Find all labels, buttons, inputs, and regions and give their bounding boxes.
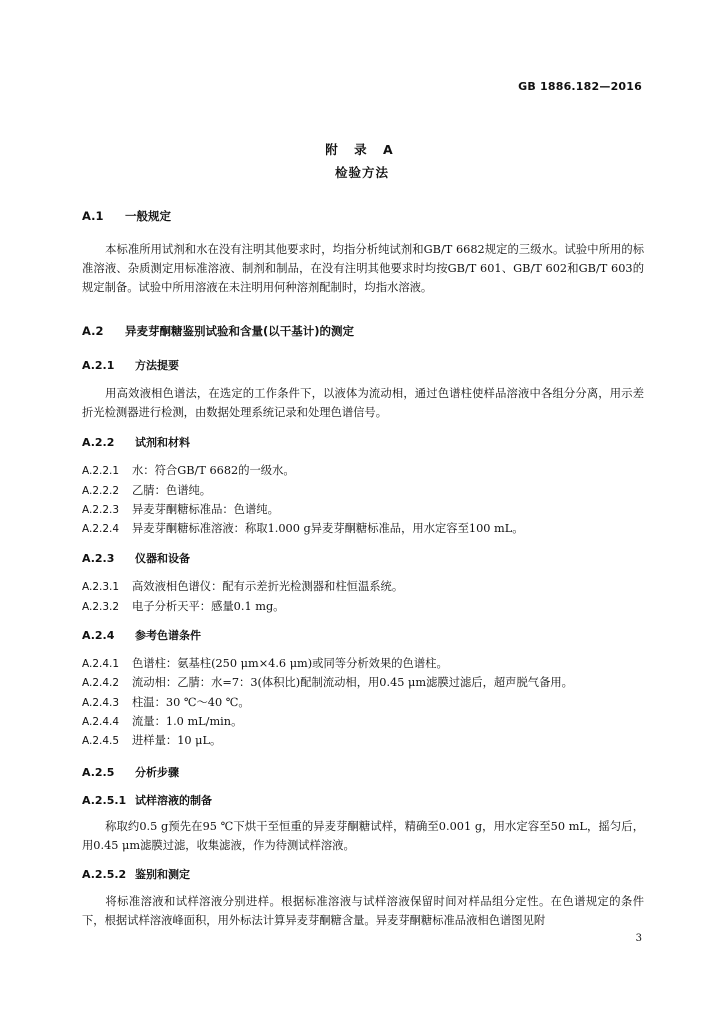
- item-text: 乙腈：色谱纯。: [132, 484, 212, 497]
- list-item-a241: [82, 655, 448, 671]
- section-number: A.2.2: [82, 436, 115, 449]
- item-number: A.2.3.2: [82, 601, 120, 613]
- paragraph-text: 本标准所用试剂和水在没有注明其他要求时，均指分析纯试剂和GB/T 6682规定的三级水。试验中所用的标准溶液、杂质测定用标准溶液、制剂和制品，在没有注明其他要求时均按GB/T 601、GB/T 602和GB/T 603的规定制备。试验中所用溶液在未注明用何种溶剂配制时，均指水溶液。: [82, 243, 644, 294]
- item-number: A.2.2.1: [82, 465, 120, 477]
- item-number: A.2.4.2: [82, 677, 120, 689]
- item-text: 流量：1.0 mL/min。: [132, 715, 243, 728]
- section-number: A.2.1: [82, 359, 115, 372]
- item-number: A.2.3.1: [82, 581, 120, 593]
- item-text: 色谱柱：氨基柱(250 μm×4.6 μm)或同等分析效果的色谱柱。: [132, 657, 448, 670]
- section-title: 分析步骤: [135, 766, 179, 779]
- list-item-a245: [82, 732, 221, 748]
- paragraph-text: 将标准溶液和试样溶液分别进样。根据标准溶液与试样溶液保留时间对样品组分定性。在色谱规定的条件下，根据试样溶液峰面积，用外标法计算异麦芽酮糖含量。异麦芽酮糖标准品液相色谱图见附: [82, 895, 644, 927]
- item-number: A.2.4.1: [82, 658, 120, 670]
- section-heading-a21: [82, 357, 179, 373]
- section-heading-a25: [82, 764, 179, 780]
- section-heading-a252: [82, 866, 190, 882]
- section-number: A.2.4: [82, 629, 115, 642]
- item-number: A.2.2.4: [82, 523, 120, 535]
- item-number: A.2.2.2: [82, 485, 120, 497]
- paragraph-text: 用高效液相色谱法，在选定的工作条件下，以液体为流动相，通过色谱柱使样品溶液中各组分分离，用示差折光检测器进行检测，由数据处理系统记录和处理色谱信号。: [82, 387, 644, 419]
- item-text: 电子分析天平：感量0.1 mg。: [132, 600, 285, 613]
- paragraph-identification: [82, 892, 644, 930]
- section-title: 参考色谱条件: [135, 629, 201, 642]
- section-heading-a251: [82, 792, 212, 808]
- section-number: A.2.5: [82, 766, 115, 779]
- section-number: A.2.5.1: [82, 794, 127, 807]
- section-heading-a1: [82, 208, 171, 224]
- section-heading-a22: [82, 434, 190, 450]
- item-number: A.2.2.3: [82, 504, 120, 516]
- section-heading-a23: [82, 550, 190, 566]
- section-number: A.2: [82, 324, 104, 338]
- list-item-a244: [82, 713, 242, 729]
- section-title: 一般规定: [125, 209, 171, 223]
- list-item-a223: [82, 501, 279, 517]
- appendix-label: 附 录 A: [325, 142, 399, 157]
- page-number: 3: [635, 933, 642, 944]
- section-number: A.2.3: [82, 552, 115, 565]
- section-heading-a2: [82, 323, 354, 339]
- item-text: 异麦芽酮糖标准溶液：称取1.000 g异麦芽酮糖标准品，用水定容至100 mL。: [132, 522, 524, 535]
- paragraph-text: 称取约0.5 g预先在95 ℃下烘干至恒重的异麦芽酮糖试样，精确至0.001 g，用水定容至50 mL，摇匀后，用0.45 μm滤膜过滤，收集滤液，作为待测试样溶液。: [82, 820, 644, 852]
- section-title: 试剂和材料: [135, 436, 190, 449]
- item-text: 柱温：30 ℃～40 ℃。: [132, 696, 250, 709]
- paragraph-sample-prep: [82, 817, 644, 855]
- item-text: 流动相：乙腈：水=7：3(体积比)配制流动相，用0.45 μm滤膜过滤后，超声脱气备用。: [132, 676, 573, 689]
- list-item-a224: [82, 520, 524, 536]
- section-title: 鉴别和测定: [135, 868, 190, 881]
- appendix-title: 检验方法: [334, 165, 389, 180]
- section-title: 仪器和设备: [135, 552, 190, 565]
- item-text: 异麦芽酮糖标准品：色谱纯。: [132, 503, 279, 516]
- section-number: A.1: [82, 209, 104, 223]
- section-title: 异麦芽酮糖鉴别试验和含量(以干基计)的测定: [125, 324, 355, 338]
- section-heading-a24: [82, 627, 201, 643]
- item-number: A.2.4.5: [82, 735, 120, 747]
- item-text: 进样量：10 μL。: [132, 734, 222, 747]
- item-text: 水：符合GB/T 6682的一级水。: [132, 464, 295, 477]
- section-number: A.2.5.2: [82, 868, 127, 881]
- list-item-a243: [82, 694, 250, 710]
- item-number: A.2.4.3: [82, 697, 120, 709]
- list-item-a221: [82, 462, 295, 478]
- item-number: A.2.4.4: [82, 716, 120, 728]
- paragraph-method-summary: [82, 384, 644, 422]
- standard-code-header: GB 1886.182—2016: [518, 80, 642, 93]
- section-title: 方法提要: [135, 359, 179, 372]
- list-item-a222: [82, 482, 211, 498]
- item-text: 高效液相色谱仪：配有示差折光检测器和柱恒温系统。: [132, 580, 404, 593]
- section-title: 试样溶液的制备: [135, 794, 212, 807]
- list-item-a231: [82, 578, 403, 594]
- list-item-a232: [82, 598, 284, 614]
- paragraph-general-rules: [82, 240, 644, 297]
- list-item-a242: [82, 674, 573, 690]
